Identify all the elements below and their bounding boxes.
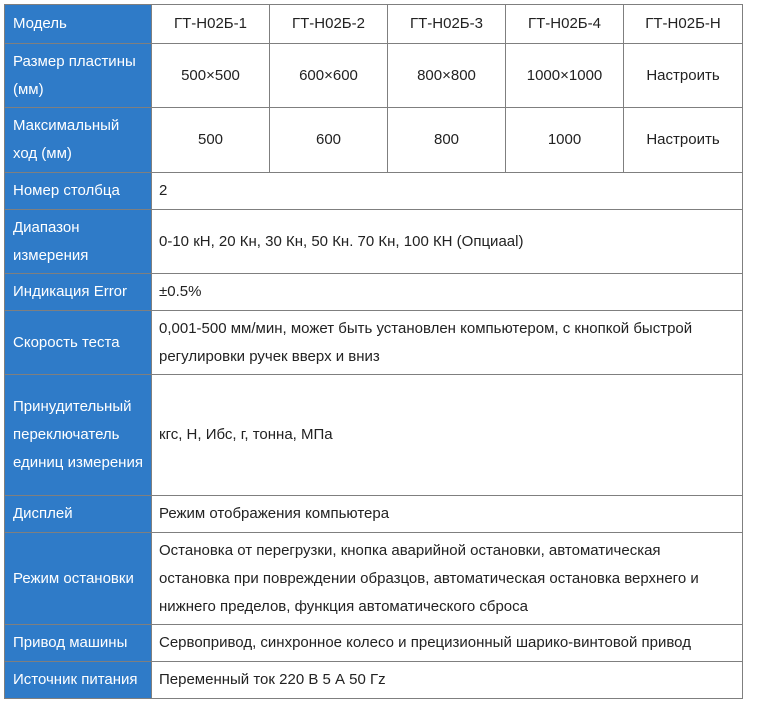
plate-size-cell: 800×800 (388, 44, 506, 108)
table-row-model (5, 5, 743, 44)
power-value: Переменный ток 220 В 5 А 50 Гz (152, 662, 743, 699)
model-cell: ГТ-Н02Б-2 (270, 5, 388, 44)
model-cell: ГТ-Н02Б-Н (624, 5, 743, 44)
max-stroke-cell: 600 (270, 108, 388, 173)
row-header-model: Модель (5, 5, 152, 44)
table-row-error (5, 274, 743, 311)
table-row-measure-range (5, 210, 743, 274)
model-cell: ГТ-Н02Б-3 (388, 5, 506, 44)
plate-size-cell: 600×600 (270, 44, 388, 108)
column-count-value: 2 (152, 173, 743, 210)
table-row-power (5, 662, 743, 699)
max-stroke-cell: 800 (388, 108, 506, 173)
table-row-test-speed (5, 311, 743, 375)
units-value: кгс, Н, Ибс, г, тонна, МПа (152, 375, 743, 496)
plate-size-cell: 1000×1000 (506, 44, 624, 108)
plate-size-cell: Настроить (624, 44, 743, 108)
row-header-drive: Привод машины (5, 625, 152, 662)
row-header-display: Дисплей (5, 496, 152, 533)
row-header-measure-range: Диапазон измерения (5, 210, 152, 274)
row-header-plate-size: Размер пластины (мм) (5, 44, 152, 108)
table-row-max-stroke (5, 108, 743, 173)
plate-size-cell: 500×500 (152, 44, 270, 108)
row-header-test-speed: Скорость теста (5, 311, 152, 375)
row-header-power: Источник питания (5, 662, 152, 699)
max-stroke-cell: 500 (152, 108, 270, 173)
table-row-drive (5, 625, 743, 662)
table-row-plate-size (5, 44, 743, 108)
row-header-units: Принудительный переключатель единиц измерения (5, 375, 152, 496)
row-header-max-stroke: Максимальный ход (мм) (5, 108, 152, 173)
row-header-column-count: Номер столбца (5, 173, 152, 210)
row-header-error: Индикация Error (5, 274, 152, 311)
max-stroke-cell: 1000 (506, 108, 624, 173)
table-row-column-count (5, 173, 743, 210)
measure-range-value: 0-10 кН, 20 Кн, 30 Кн, 50 Кн. 70 Кн, 100 КН (Опциаal) (152, 210, 743, 274)
table-row-display (5, 496, 743, 533)
stop-mode-value: Остановка от перегрузки, кнопка аварийной остановки, автоматическая остановка при повреждении образцов, автоматическая остановка верхнего и нижнего пределов, функция автоматического сброса (152, 533, 743, 625)
display-value: Режим отображения компьютера (152, 496, 743, 533)
spec-table (4, 4, 743, 699)
error-value: ±0.5% (152, 274, 743, 311)
row-header-stop-mode: Режим остановки (5, 533, 152, 625)
table-row-stop-mode (5, 533, 743, 625)
test-speed-value: 0,001-500 мм/мин, может быть установлен компьютером, с кнопкой быстрой регулировки ручек вверх и вниз (152, 311, 743, 375)
max-stroke-cell: Настроить (624, 108, 743, 173)
model-cell: ГТ-Н02Б-4 (506, 5, 624, 44)
model-cell: ГТ-Н02Б-1 (152, 5, 270, 44)
drive-value: Сервопривод, синхронное колесо и прецизионный шарико-винтовой привод (152, 625, 743, 662)
table-row-units (5, 375, 743, 496)
